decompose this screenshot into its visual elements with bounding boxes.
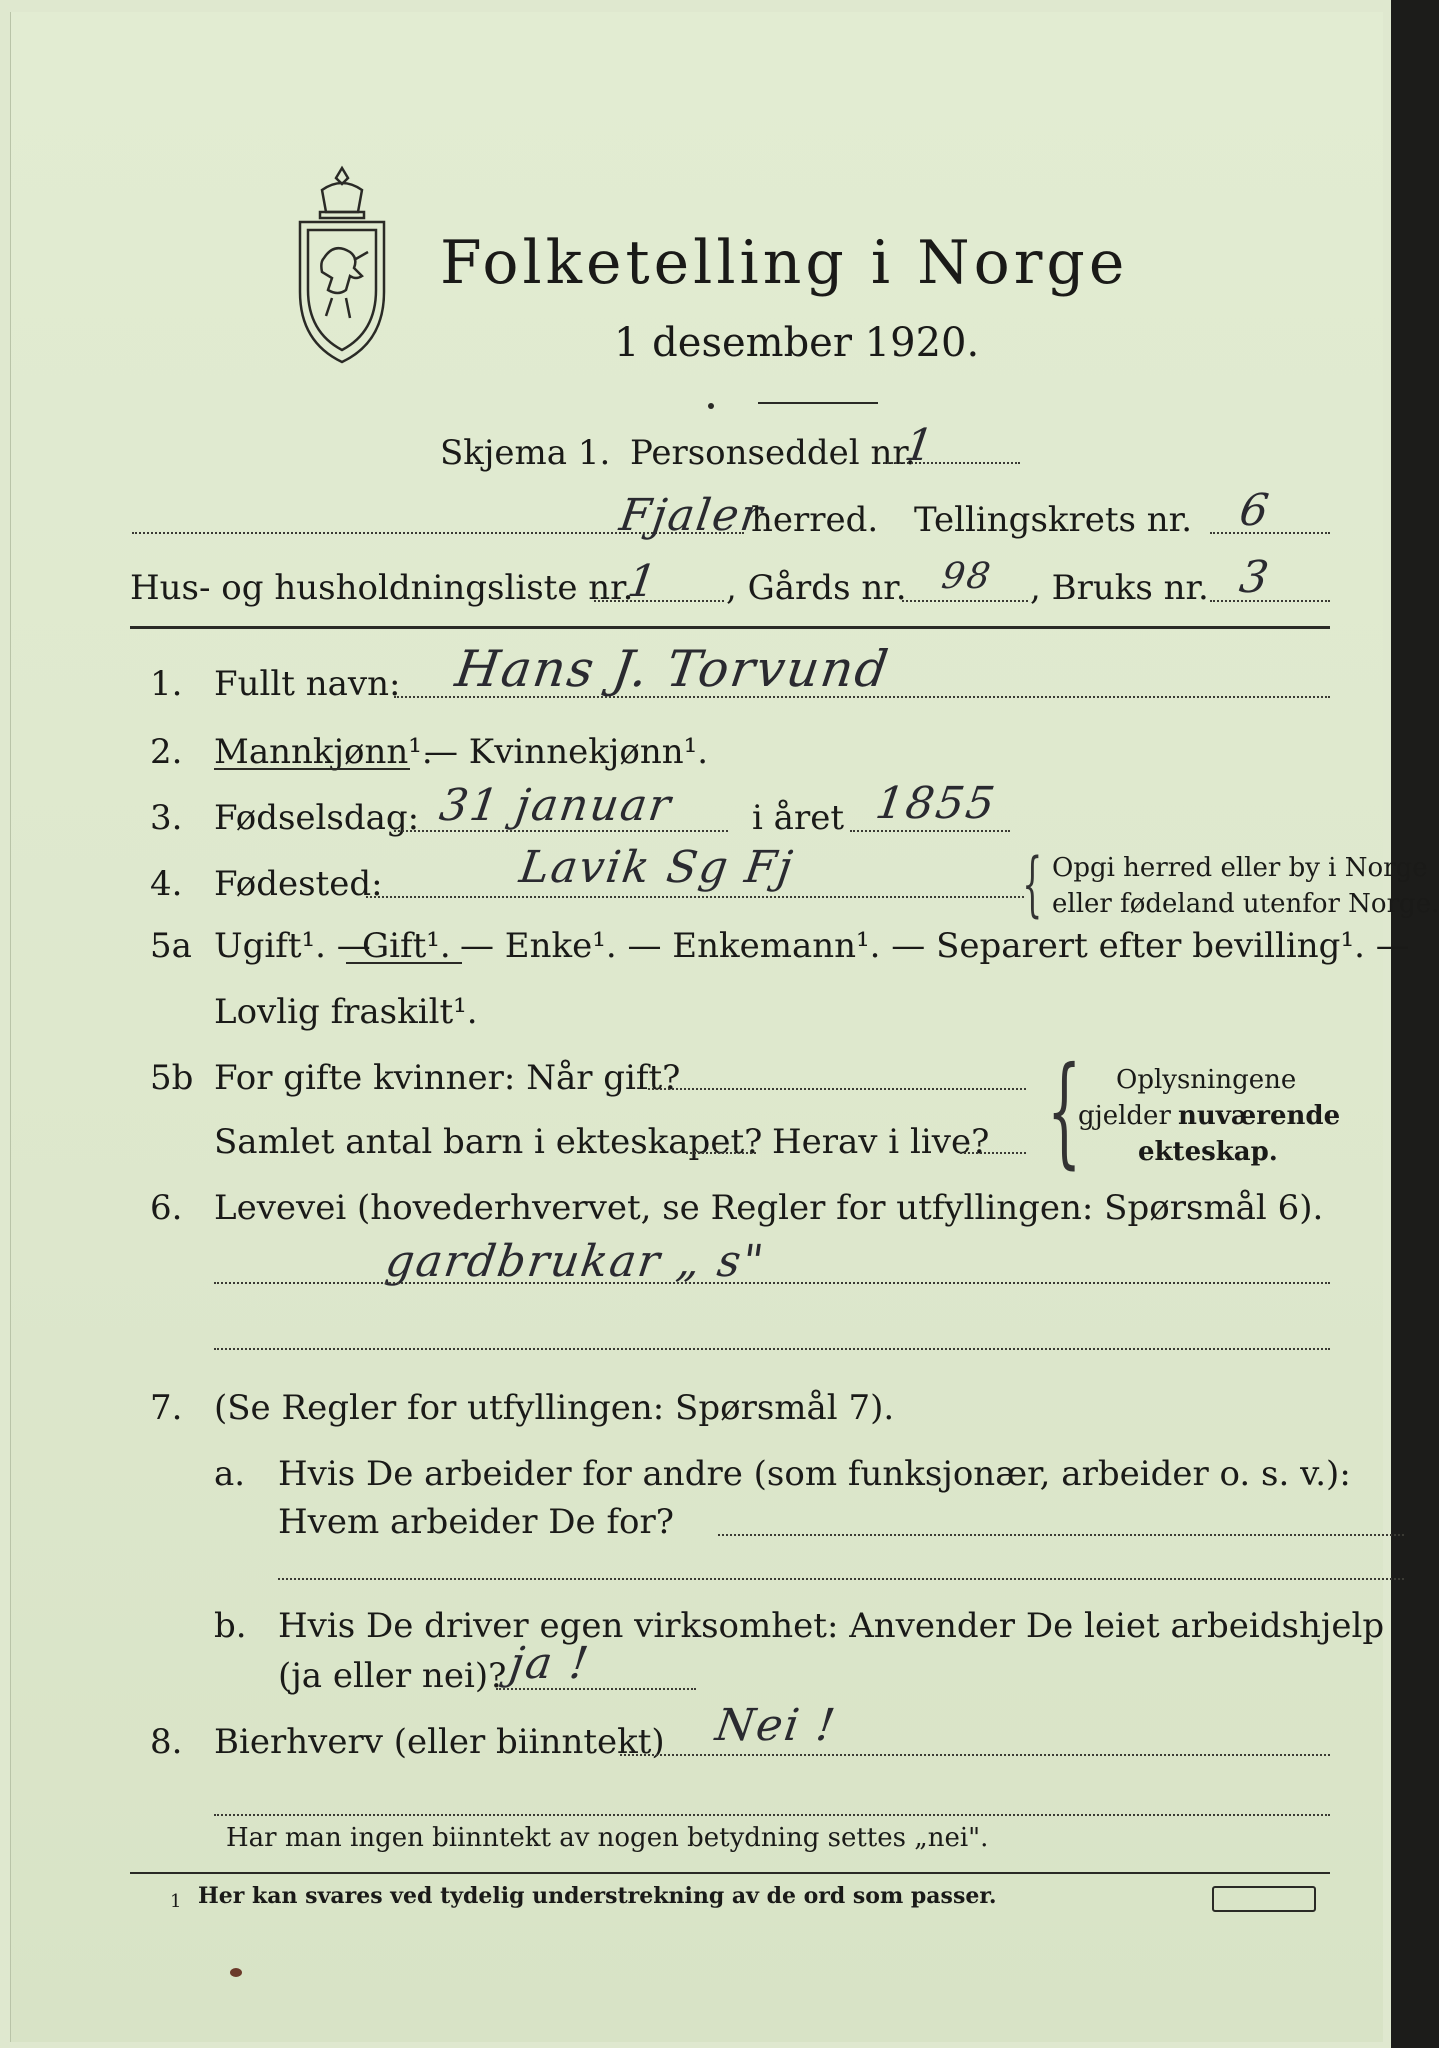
q4-label: Fødested:: [214, 864, 383, 904]
q7a-letter: a.: [214, 1454, 246, 1494]
occupation-value: gardbrukar „ s": [382, 1236, 769, 1287]
title-ornament: [708, 403, 714, 409]
herred-value: Fjaler: [616, 490, 768, 541]
birthplace-field[interactable]: [366, 896, 1024, 898]
q3-year-label: i året: [752, 798, 844, 838]
q5b-note-1: Oplysningene: [1116, 1065, 1297, 1095]
footnote-text: Her kan svares ved tydelig understrekning av de ord som passer.: [198, 1883, 997, 1909]
sex-male-option[interactable]: Mannkjønn¹.: [214, 732, 433, 772]
q7b-letter: b.: [214, 1606, 247, 1646]
q7-number: 7.: [150, 1388, 183, 1428]
gards-field[interactable]: [902, 600, 1028, 602]
footer-divider: [130, 1872, 1330, 1874]
q2-number: 2.: [150, 732, 183, 772]
hus-value: 1: [624, 556, 662, 607]
q5b-label-children: Samlet antal barn i ekteskapet?: [214, 1122, 763, 1162]
personseddel-label: Personseddel nr.: [630, 433, 916, 473]
q4-number: 4.: [150, 864, 183, 904]
q3-number: 3.: [150, 798, 183, 838]
footnote-number: 1: [170, 1891, 182, 1912]
side-income-field-1[interactable]: [620, 1754, 1330, 1756]
skjema-label: Skjema 1.: [440, 433, 611, 473]
gards-label: , Gårds nr.: [726, 568, 907, 608]
q6-number: 6.: [150, 1188, 183, 1228]
occupation-field-2[interactable]: [214, 1348, 1330, 1350]
q5b-brace: {: [1046, 1042, 1082, 1181]
children-alive-field[interactable]: [960, 1152, 1026, 1154]
q7a-label: Hvis De arbeider for andre (som funksjonær, arbeider o. s. v.):: [278, 1454, 1351, 1494]
bruks-label: , Bruks nr.: [1030, 568, 1209, 608]
birthplace-value: Lavik Sg Fj: [516, 842, 798, 893]
status-ugift-option[interactable]: Ugift¹. —: [214, 926, 371, 966]
full-name-value: Hans J. Torvund: [451, 640, 894, 698]
personseddel-value: 1: [901, 420, 939, 471]
q7b-label: Hvis De driver egen virksomhet: Anvender De leiet arbeidshjelp: [278, 1606, 1385, 1646]
status-gift-option[interactable]: Gift¹.: [362, 926, 451, 966]
bruks-field[interactable]: [1210, 600, 1330, 602]
ink-spot: [230, 1968, 242, 1977]
q5b-note-3: ekteskap.: [1138, 1137, 1278, 1167]
occupation-field-1[interactable]: [214, 1282, 1330, 1284]
status-fraskilt-option[interactable]: Lovlig fraskilt¹.: [214, 992, 478, 1032]
birthday-value: 31 januar: [436, 780, 676, 831]
tellingskrets-field[interactable]: [1210, 532, 1330, 534]
tellingskrets-value: 6: [1236, 485, 1274, 536]
gards-value: 98: [939, 556, 995, 597]
children-count-field[interactable]: [686, 1152, 756, 1154]
male-underline: [214, 768, 410, 770]
q4-note-2: eller fødeland utenfor Norge.: [1052, 889, 1439, 919]
q6-label: Levevei (hovederhvervet, se Regler for utfyllingen: Spørsmål 6).: [214, 1188, 1324, 1228]
form-date: 1 desember 1920.: [614, 320, 980, 366]
q5a-number: 5a: [150, 926, 192, 966]
hus-label: Hus- og husholdningsliste nr.: [130, 568, 634, 608]
q7-label: (Se Regler for utfyllingen: Spørsmål 7).: [214, 1388, 895, 1428]
q4-note-1: Opgi herred eller by i Norge: [1052, 853, 1428, 883]
q4-brace: {: [1022, 843, 1043, 925]
side-income-value: Nei !: [712, 1700, 840, 1751]
q1-label: Fullt navn:: [214, 664, 401, 704]
hired-help-value: ja !: [506, 1638, 594, 1689]
q7b-label-2: (ja eller nei)?: [278, 1656, 507, 1696]
sex-female-option[interactable]: — Kvinnekjønn¹.: [424, 732, 709, 772]
gift-underline: [346, 962, 462, 964]
side-income-field-2[interactable]: [214, 1814, 1330, 1816]
herred-label: herred.: [751, 500, 879, 540]
printer-stamp-icon: [1212, 1886, 1316, 1912]
q8-number: 8.: [150, 1722, 183, 1762]
employer-field-1[interactable]: [718, 1534, 1404, 1536]
bruks-value: 3: [1236, 552, 1274, 603]
tellingskrets-label: Tellingskrets nr.: [914, 500, 1193, 540]
married-when-field[interactable]: [648, 1088, 1026, 1090]
q3-label: Fødselsdag:: [214, 798, 420, 838]
q7a-label-2: Hvem arbeider De for?: [278, 1502, 674, 1542]
birth-year-field[interactable]: [850, 830, 1010, 832]
q5b-note-2a: gjelder: [1078, 1101, 1171, 1131]
form-title: Folketelling i Norge: [440, 228, 1129, 298]
title-rule: [758, 402, 878, 404]
employer-field-2[interactable]: [278, 1578, 1404, 1580]
q5b-note-2b: nuværende: [1178, 1101, 1341, 1131]
birth-year-value: 1855: [872, 778, 1000, 829]
q5b-label-alive: Herav i live?: [772, 1122, 990, 1162]
q1-number: 1.: [150, 664, 183, 704]
q8-label: Bierhverv (eller biinntekt): [214, 1722, 665, 1762]
q5b-number: 5b: [150, 1058, 194, 1098]
status-other-options[interactable]: — Enke¹. — Enkemann¹. — Separert efter bevilling¹. —: [460, 926, 1410, 966]
q5b-label-married: For gifte kvinner: Når gift?: [214, 1058, 681, 1098]
footer-note: Har man ingen biinntekt av nogen betydning settes „nei".: [226, 1823, 989, 1853]
hus-field[interactable]: [594, 600, 724, 602]
norway-coat-of-arms-icon: [282, 160, 402, 370]
header-divider: [130, 626, 1330, 629]
